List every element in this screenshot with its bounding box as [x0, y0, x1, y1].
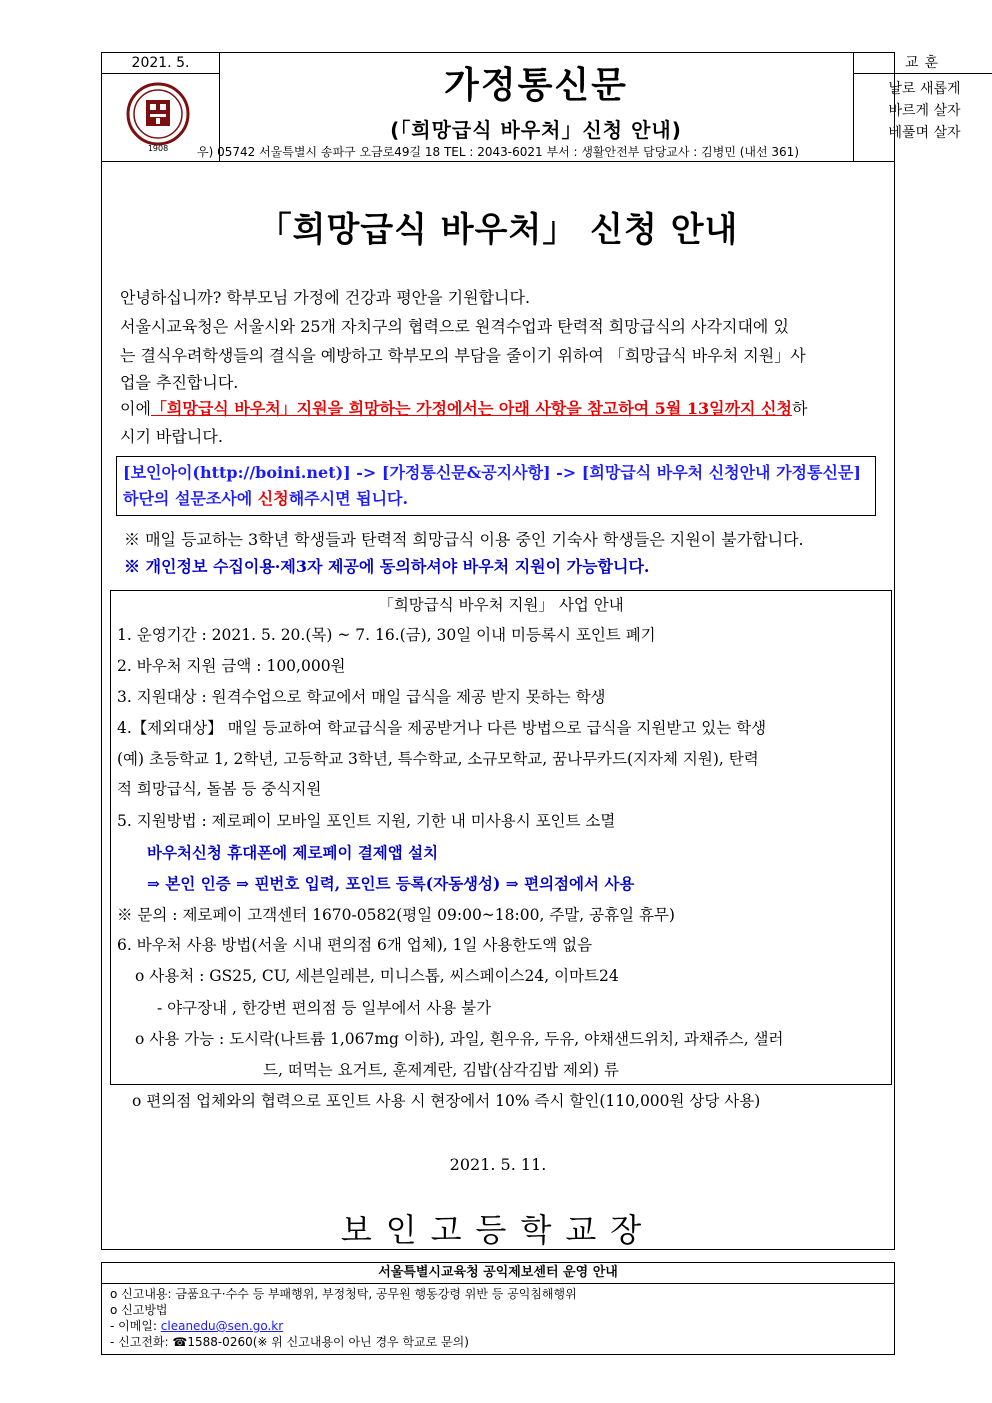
info-usage: 6. 바우처 사용 방법(서울 시내 편의점 6개 업체), 1일 사용한도액 없음 [117, 936, 593, 954]
info-target: 3. 지원대상 : 원격수업으로 학교에서 매일 급식을 제공 받지 못하는 학생 [117, 688, 606, 706]
info-period: 1. 운영기간 : 2021. 5. 20.(목) ~ 7. 16.(금), 30일 이내 미등록시 포인트 폐기 [117, 626, 656, 644]
issue-date: 2021. 5. [102, 53, 219, 74]
motto-text [854, 74, 992, 144]
info-method-step-2: ⇒ 본인 인증 ⇒ 핀번호 입력, 포인트 등록(자동생성) ⇒ 편의점에서 사용 [147, 874, 635, 893]
info-usage-allowed-2: 드, 떠먹는 요거트, 훈제계란, 김밥(삼각김밥 제외) 류 [263, 1061, 619, 1079]
note-ineligible: ※ 매일 등교하는 3학년 학생들과 탄력적 희망급식 이용 중인 기숙사 학생들은 지원이 불가합니다. [124, 530, 804, 549]
motto-heading: 교훈 [854, 53, 992, 74]
info-method-step-1: 바우처신청 휴대폰에 제로페이 결제앱 설치 [147, 843, 439, 862]
survey-text: 하단의 설문조사에 [123, 489, 258, 508]
motto-line: 베풀며 살자 [888, 125, 961, 141]
page-title: 가정통신문 [444, 65, 628, 106]
info-amount: 2. 바우처 지원 금액 : 100,000원 [117, 657, 346, 675]
whistleblower-phone: - 신고전화: ☎1588-0260(※ 위 신고내용이 아닌 경우 학교로 문의) [110, 1335, 469, 1349]
intro-line-1: 서울시교육청은 서울시와 25개 자치구의 협력으로 원격수업과 탄력적 희망급식의 사각지대에 있 [120, 317, 789, 336]
info-usage-stores: o 사용처 : GS25, CU, 세븐일레븐, 미니스톱, 씨스페이스24, 이마트24 [135, 967, 619, 985]
note-consent: ※ 개인정보 수집이용·제3자 제공에 동의하셔야 바우처 지원이 가능합니다. [124, 557, 650, 576]
motto-line: 날로 새롭게 [888, 81, 961, 97]
request-suffix: 하 [791, 399, 808, 418]
info-usage-restriction: - 야구장내 , 한강변 편의점 등 일부에서 사용 불가 [157, 999, 492, 1017]
application-path[interactable]: [보인아이(http://boini.net)] -> [가정통신문&공지사항] -> [희망급식 바우처 신청안내 가정통신문] [123, 463, 861, 482]
intro-line-3: 업을 추진합니다. [120, 373, 239, 392]
info-excluded-example-2: 적 희망급식, 돌봄 등 중식지원 [117, 780, 322, 798]
principal-signature: 보인고등학교장 [340, 1211, 656, 1249]
greeting: 안녕하십니까? 학부모님 가정에 건강과 평안을 기원합니다. [120, 288, 531, 307]
program-info-box [110, 590, 892, 1085]
request-prefix: 이에 [120, 399, 151, 418]
request-line [120, 394, 890, 423]
survey-apply: 신청 [257, 489, 289, 508]
main-content [101, 161, 895, 1250]
application-path-box [116, 456, 876, 516]
email-label: - 이메일: [110, 1319, 161, 1333]
info-heading: 「희망급식 바우처 지원」 사업 안내 [378, 596, 624, 614]
info-usage-allowed: o 사용 가능 : 도시락(나트륨 1,067mg 이하), 과일, 흰우유, 두유, 야채샌드위치, 과채쥬스, 샐러 [135, 1030, 784, 1048]
whistleblower-method: o 신고방법 [110, 1303, 168, 1317]
info-method: 5. 지원방법 : 제로페이 모바일 포인트 지원, 기한 내 미사용시 포인트 소멸 [117, 812, 616, 830]
email-link[interactable]: cleanedu@sen.go.kr [160, 1319, 284, 1333]
intro-line-2: 는 결식우려학생들의 결식을 예방하고 학부모의 부담을 줄이기 위하여 「희망급식 바우처 지원」사 [120, 346, 806, 365]
seal-year: 1908 [147, 144, 169, 152]
info-excluded-example: (예) 초등학교 1, 2학년, 고등학교 3학년, 특수학교, 소규모학교, 꿈나무카드(지자체 지원), 탄력 [117, 750, 759, 768]
page-subtitle: (「희망급식 바우처」신청 안내) [390, 118, 682, 142]
info-excluded: 4.【제외대상】 매일 등교하여 학교급식을 제공받거나 다른 방법으로 급식을 지원받고 있는 학생 [117, 719, 767, 737]
whistleblower-content: o 신고내용: 금품요구·수수 등 부패행위, 부정청탁, 공무원 행동강령 위반 등 공익침해행위 [110, 1287, 577, 1301]
school-seal-icon [122, 80, 194, 152]
whistleblower-box [101, 1262, 895, 1355]
info-contact: ※ 문의 : 제로페이 고객센터 1670-0582(평일 09:00~18:00, 주말, 공휴일 휴무) [117, 906, 675, 924]
whistleblower-email-line [102, 1318, 894, 1334]
whistleblower-title: 서울특별시교육청 공익제보센터 운영 안내 [102, 1263, 894, 1284]
school-address: 우) 05742 서울특별시 송파구 오금로49길 18 TEL : 2043-6021 부서 : 생활안전부 담당교사 : 김병민 (내선 361) [101, 145, 895, 162]
request-highlight: 「희망급식 바우처」지원을 희망하는 가정에서는 아래 사항을 참고하여 5월 13일까지 신청 [150, 399, 792, 418]
motto-line: 바르게 살자 [888, 103, 961, 119]
info-discount: o 편의점 업체와의 협력으로 포인트 사용 시 현장에서 10% 즉시 할인(110,000원 상당 사용) [132, 1092, 761, 1110]
main-title: 「희망급식 바우처」 신청 안내 [257, 210, 739, 250]
issue-date-closing: 2021. 5. 11. [449, 1155, 547, 1174]
request-line-2: 시기 바랍니다. [120, 427, 223, 446]
survey-end: 해주시면 됩니다. [288, 489, 409, 508]
